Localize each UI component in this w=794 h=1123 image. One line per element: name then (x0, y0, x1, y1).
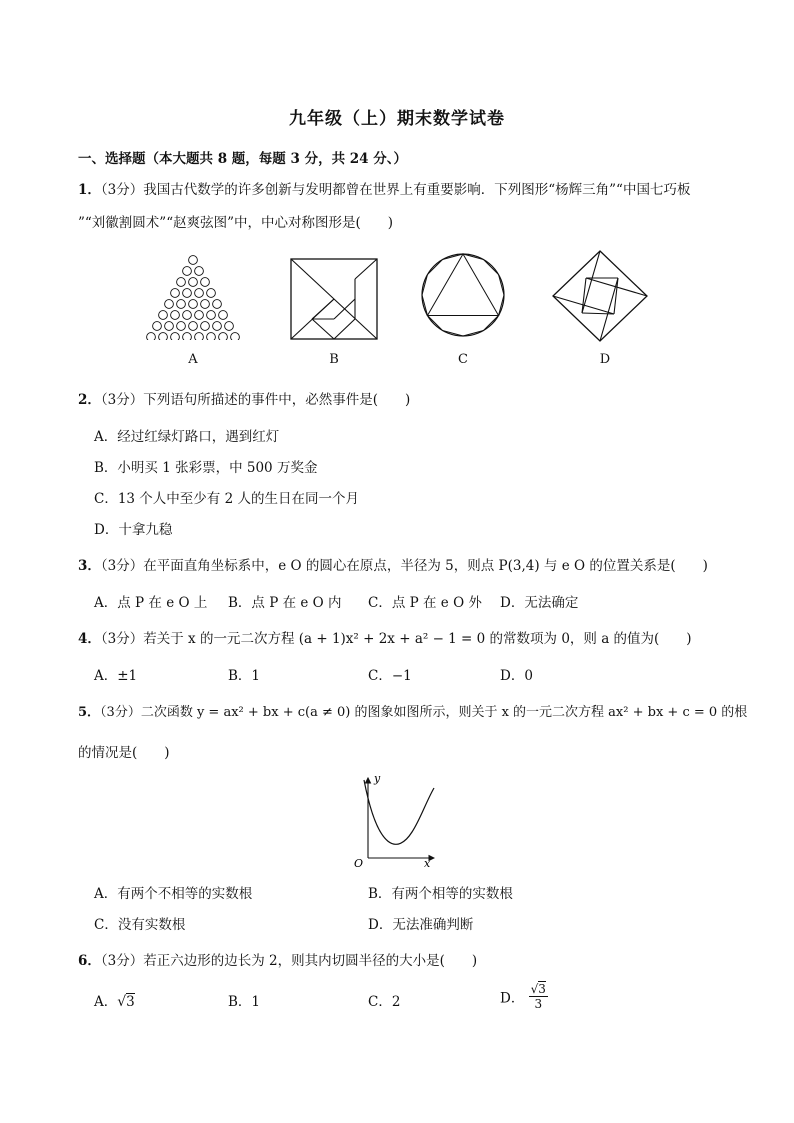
option-a: A．±1 (94, 668, 138, 684)
option-c: C．没有实数根 (94, 917, 186, 933)
x-axis-label: x (424, 857, 431, 868)
question-text: （3分）若正六边形的边长为 2，则其内切圆半径的大小是( ) (100, 953, 478, 969)
question-number: 4． (78, 631, 101, 647)
option-c: C．13 个人中至少有 2 人的生日在同一个月 (94, 491, 359, 507)
y-axis-label: y (374, 772, 381, 785)
triangle-dot (201, 300, 210, 309)
figure-label-b: B (329, 352, 339, 367)
option-c: C．2 (368, 994, 401, 1010)
origin-label: O (354, 857, 364, 868)
option-b: B．1 (228, 994, 261, 1010)
question-6-stem (78, 949, 477, 969)
triangle-dot (189, 256, 198, 265)
radicand: 3 (538, 982, 546, 996)
question-number: 3． (78, 558, 101, 574)
fraction-denominator: 3 (534, 997, 543, 1011)
triangle-dot (165, 322, 174, 331)
parabola-curve (364, 780, 434, 844)
triangle-dot (183, 333, 192, 340)
question-1-line-2: ”“刘徽割圆术”“赵爽弦图”中，中心对称图形是( ) (78, 215, 394, 231)
question-1-line-1 (78, 178, 690, 198)
option-a (94, 990, 135, 1010)
option-b: B．点 P 在 e O 内 (228, 595, 342, 611)
option-a: A．点 P 在 e O 上 (94, 595, 208, 611)
section-heading: 一、选择题（本大题共 8 题，每题 3 分，共 24 分、） (78, 151, 408, 167)
triangle-dot (225, 322, 234, 331)
triangle-dot (159, 333, 168, 340)
triangle-dot (147, 333, 156, 340)
triangle-dot (189, 300, 198, 309)
triangle-dot (201, 278, 210, 287)
yanghui-triangle-figure (140, 252, 246, 340)
triangle-dot (207, 333, 216, 340)
option-d: D．0 (500, 668, 533, 684)
fraction (529, 982, 548, 1011)
question-text: （3分）我国古代数学的许多创新与发明都曾在世界上有重要影响．下列图形“杨辉三角”“中国七巧板 (100, 182, 691, 198)
question-text: （3分）二次函数 y = ax² + bx + c(a ≠ 0) 的图象如图所示，则关于 x 的一元二次方程 ax² + bx + c = 0 的根 (100, 705, 748, 720)
option-a: A．经过红绿灯路口，遇到红灯 (94, 429, 280, 445)
triangle-dot (207, 311, 216, 320)
triangle-dot (219, 311, 228, 320)
triangle-dot (171, 289, 180, 298)
question-5-line-1 (78, 701, 747, 720)
triangle-dot (213, 300, 222, 309)
question-number: 5． (78, 705, 101, 720)
question-number: 1． (78, 182, 101, 198)
triangle-dot (171, 311, 180, 320)
question-number: 2． (78, 392, 101, 408)
option-prefix: A． (94, 994, 118, 1010)
triangle-dot (159, 311, 168, 320)
radicand: 3 (126, 994, 135, 1010)
question-text: （3分）若关于 x 的一元二次方程 (a + 1)x² + 2x + a² − 1 = 0 的常数项为 0，则 a 的值为( ) (100, 631, 692, 647)
triangle-dot (153, 322, 162, 331)
triangle-dot (177, 322, 186, 331)
triangle-dot (183, 289, 192, 298)
figure-label-a: A (188, 352, 198, 367)
option-d (500, 982, 548, 1011)
option-prefix: D． (500, 990, 525, 1007)
fraction-numerator: √3 (530, 982, 546, 996)
triangle-dot (189, 278, 198, 287)
triangle-dot (183, 311, 192, 320)
triangle-dot (219, 333, 228, 340)
option-d: D．无法确定 (500, 595, 579, 611)
sqrt-expression: √3 (117, 994, 135, 1010)
figure-label-c: C (458, 352, 468, 367)
option-a: A．有两个不相等的实数根 (94, 886, 253, 902)
liuhui-circle-figure (420, 252, 506, 338)
option-d: D．十拿九稳 (94, 522, 173, 538)
option-b: B．1 (228, 668, 261, 684)
figure-label-d: D (599, 352, 611, 367)
tangram-figure (290, 258, 378, 340)
triangle-dot (177, 300, 186, 309)
triangle-dot (183, 267, 192, 276)
option-b: B．有两个相等的实数根 (368, 886, 513, 902)
question-text: （3分）在平面直角坐标系中，e O 的圆心在原点，半径为 5，则点 P(3,4) 与 e O 的位置关系是( ) (100, 558, 708, 574)
question-2-stem (78, 388, 410, 408)
triangle-dot (177, 278, 186, 287)
triangle-dot (213, 322, 222, 331)
question-4-stem (78, 627, 692, 647)
triangle-dot (171, 333, 180, 340)
triangle-dot (195, 267, 204, 276)
page-title: 九年级（上）期末数学试卷 (289, 109, 505, 129)
option-d: D．无法准确判断 (368, 917, 474, 933)
option-c: C．点 P 在 e O 外 (368, 595, 482, 611)
question-5-line-2: 的情况是( ) (78, 745, 170, 761)
parabola-graph (350, 772, 446, 868)
question-text: （3分）下列语句所描述的事件中，必然事件是( ) (100, 392, 411, 408)
triangle-dot (165, 300, 174, 309)
question-number: 6． (78, 953, 101, 969)
triangle-dot (207, 289, 216, 298)
triangle-dot (195, 311, 204, 320)
zhaoshuang-figure (552, 250, 648, 342)
triangle-dot (195, 333, 204, 340)
question-3-stem (78, 554, 708, 574)
triangle-dot (189, 322, 198, 331)
triangle-dot (231, 333, 240, 340)
triangle-dot (201, 322, 210, 331)
outer-circle (422, 254, 504, 336)
option-b: B．小明买 1 张彩票，中 500 万奖金 (94, 460, 318, 476)
option-c: C．−1 (368, 668, 412, 684)
triangle-dot (195, 289, 204, 298)
